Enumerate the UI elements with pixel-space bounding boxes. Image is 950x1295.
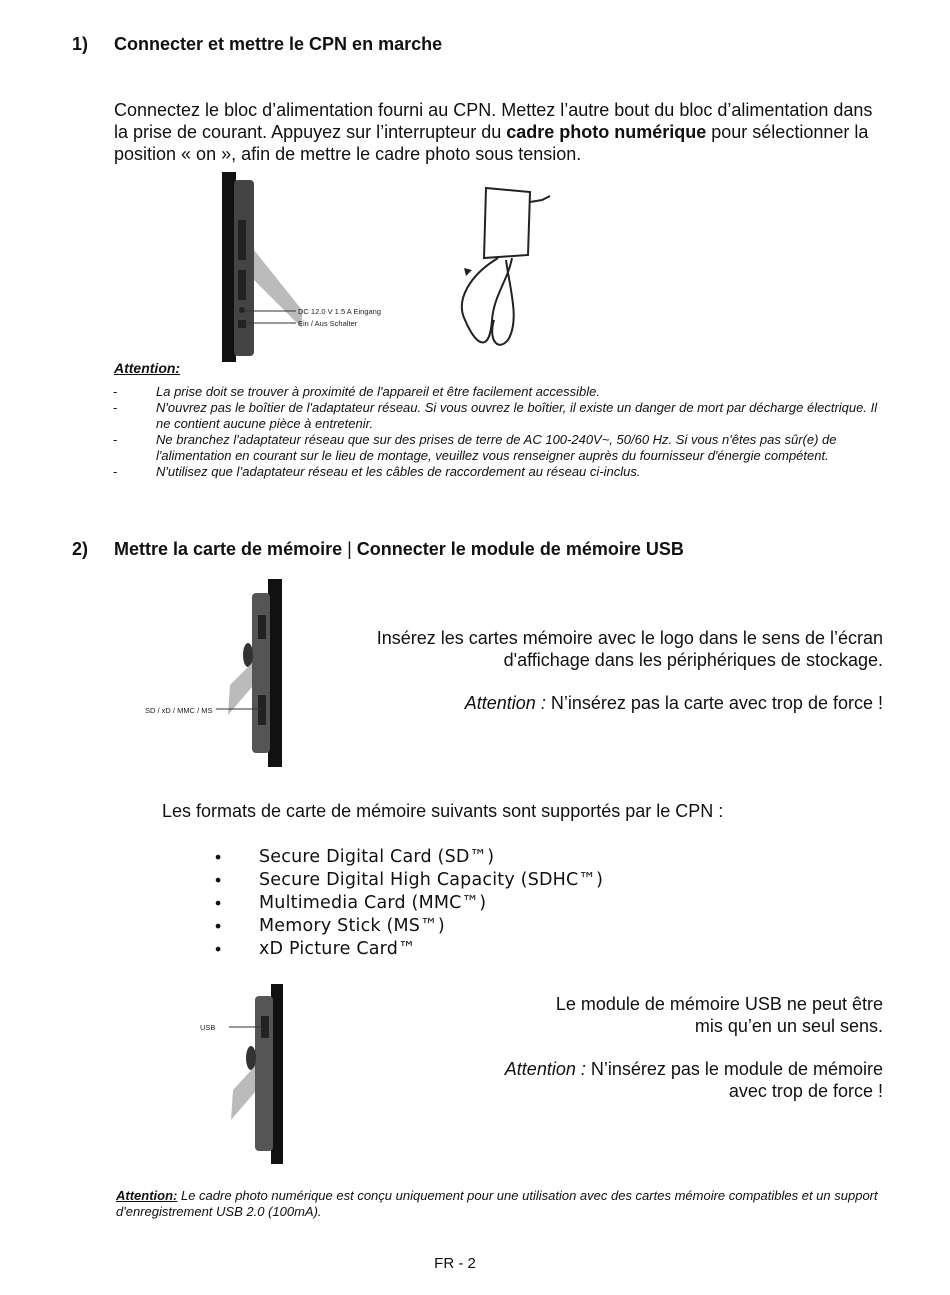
dash: - (113, 432, 118, 447)
frame-body (268, 579, 282, 767)
usb-slot-figure (195, 980, 295, 1170)
card-slot-label: SD / xD / MMC / MS (145, 706, 213, 715)
adapter-body (484, 188, 530, 258)
footer-attention (116, 1188, 886, 1220)
frame-port (238, 220, 246, 260)
usb-label: USB (200, 1023, 216, 1032)
dash: - (113, 464, 118, 479)
format-text: Secure Digital Card (SD™) (259, 847, 495, 867)
frame-side-figure (218, 170, 393, 365)
usb-attention-label: Attention : (504, 1059, 586, 1079)
page-number: FR - 2 (434, 1255, 476, 1272)
section-1-paragraph (114, 99, 874, 165)
card-attention-text: N’insérez pas la carte avec trop de force ! (545, 693, 883, 713)
card-instruction (320, 627, 883, 671)
dc-port (239, 307, 245, 313)
attention-list (113, 384, 886, 480)
format-item (215, 846, 603, 869)
card-slot-figure (140, 575, 290, 770)
format-item (215, 892, 603, 915)
format-item (215, 869, 604, 892)
title-separator: | (342, 539, 357, 559)
dash: - (113, 400, 118, 415)
usb-attention (320, 1058, 883, 1102)
frame-body (222, 172, 236, 362)
format-text: Memory Stick (MS™) (259, 916, 445, 936)
frame-stand (231, 1066, 255, 1120)
format-item (215, 938, 603, 961)
paragraph-text-b: pour sélectionner la position « on », afin de mettre le cadre photo sous tension. (114, 122, 869, 164)
usb-text-line-2: mis qu’en un seul sens. (694, 1016, 883, 1036)
attention-item (113, 384, 886, 400)
card-text-line-2: d'affichage dans les périphériques de stockage. (503, 650, 883, 670)
format-text: xD Picture Card™ (259, 939, 416, 959)
card-attention-label: Attention : (464, 693, 546, 713)
frame-port (238, 270, 246, 300)
card-text-line-1: Insérez les cartes mémoire avec le logo dans le sens de l’écran (376, 628, 883, 648)
frame-back (234, 180, 254, 356)
section-2-number: 2) (72, 539, 89, 559)
dc-label: DC 12.0 V 1.5 A Eingang (298, 307, 381, 316)
section-1-title: Connecter et mettre le CPN en marche (114, 34, 443, 54)
frame-stand (228, 663, 252, 715)
attention-item-text: N'utilisez que l’adaptateur réseau et les câbles de raccordement au réseau ci-inclus. (156, 464, 641, 479)
bullet: • (215, 893, 222, 913)
bullet: • (215, 870, 222, 890)
usb-instruction (320, 993, 883, 1037)
format-text: Multimedia Card (MMC™) (259, 893, 487, 913)
attention-item-text: La prise doit se trouver à proximité de l'appareil et être facilement accessible. (156, 384, 600, 399)
bullet: • (215, 916, 222, 936)
format-text: Secure Digital High Capacity (SDHC™) (259, 870, 604, 890)
attention-item (113, 400, 886, 432)
attention-item-text: N'ouvrez pas le boîtier de l'adaptateur réseau. Si vous ouvrez le boîtier, il existe un danger de mort par décharge électrique. Il ne contient aucune pièce à entretenir. (156, 400, 878, 431)
bullet: • (215, 939, 222, 959)
formats-intro: Les formats de carte de mémoire suivants sont supportés par le CPN : (162, 801, 724, 821)
usb-attention-text-1: N’insérez pas le module de mémoire (585, 1059, 883, 1079)
paragraph-bold: cadre photo numérique (506, 122, 707, 142)
section-2-title-a: Mettre la carte de mémoire (114, 539, 343, 559)
footer-attention-title: Attention: (116, 1188, 178, 1203)
adapter-connector (464, 268, 472, 276)
power-adapter-figure (450, 180, 560, 360)
footer-attention-text: Le cadre photo numérique est conçu uniquement pour une utilisation avec des cartes mémoire compatibles et un support d'enregistrement USB 2.0 (100mA). (116, 1188, 878, 1219)
paragraph-text-a: Connectez le bloc d’alimentation fourni au CPN. Mettez l’autre bout du bloc d’alimentation dans la prise de courant. Appuyez sur l’interrupteur du (114, 100, 873, 142)
card-attention (320, 692, 883, 714)
frame-knob (246, 1046, 256, 1070)
formats-list (215, 846, 604, 961)
switch-label: Ein / Aus Schalter (298, 319, 358, 328)
attention-item (113, 464, 886, 480)
dash: - (113, 384, 118, 399)
attention-item (113, 432, 886, 464)
usb-attention-line-1 (320, 1058, 883, 1080)
adapter-plug (530, 196, 550, 202)
attention-item-text: Ne branchez l'adaptateur réseau que sur des prises de terre de AC 100-240V~, 50/60 Hz. Si vous n'êtes pas sûr(e) de l'alimentation en courant sur le lieu de montage, veuillez vous renseigner auprès du fournisseur d'énergie compétent. (156, 432, 837, 463)
slot (258, 615, 266, 639)
bullet: • (215, 847, 222, 867)
power-switch (238, 320, 246, 328)
card-slot (258, 695, 266, 725)
attention-title: Attention: (114, 360, 181, 376)
usb-text-line-1: Le module de mémoire USB ne peut être (555, 994, 883, 1014)
section-2-title (114, 539, 684, 560)
format-item (215, 915, 603, 938)
usb-attention-line-2: avec trop de force ! (728, 1081, 883, 1101)
section-2-title-b: Connecter le module de mémoire USB (356, 539, 684, 559)
section-1-number: 1) (72, 34, 89, 54)
frame-knob (243, 643, 253, 667)
frame-stand (254, 250, 302, 328)
